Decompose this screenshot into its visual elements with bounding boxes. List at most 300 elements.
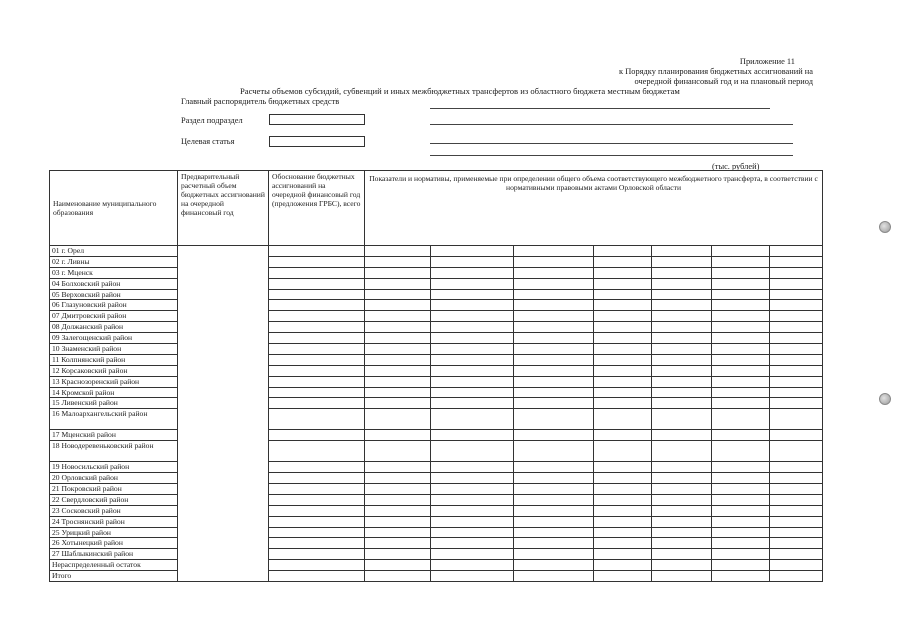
table-body [50, 246, 823, 582]
table-row [50, 398, 823, 409]
value-cell[interactable] [652, 376, 712, 387]
value-cell[interactable] [178, 278, 269, 289]
value-cell[interactable] [514, 311, 594, 322]
value-cell[interactable] [514, 365, 594, 376]
value-cell[interactable] [652, 430, 712, 441]
value-cell[interactable] [365, 333, 431, 344]
value-cell[interactable] [514, 256, 594, 267]
value-cell[interactable] [770, 494, 823, 505]
table-row [50, 376, 823, 387]
value-cell[interactable] [652, 333, 712, 344]
value-cell[interactable] [770, 311, 823, 322]
value-cell[interactable] [431, 354, 514, 365]
value-cell[interactable] [365, 484, 431, 495]
value-cell[interactable] [269, 354, 365, 365]
value-cell[interactable] [712, 311, 770, 322]
value-cell[interactable] [431, 278, 514, 289]
value-cell[interactable] [431, 311, 514, 322]
value-cell[interactable] [269, 484, 365, 495]
value-cell[interactable] [770, 549, 823, 560]
value-cell[interactable] [514, 505, 594, 516]
punch-hole-top [879, 221, 891, 233]
value-cell[interactable] [652, 344, 712, 355]
value-cell[interactable] [652, 322, 712, 333]
value-cell[interactable] [365, 538, 431, 549]
value-cell[interactable] [178, 441, 269, 462]
value-cell[interactable] [365, 560, 431, 571]
value-cell[interactable] [431, 538, 514, 549]
value-cell[interactable] [712, 409, 770, 430]
value-cell[interactable] [514, 376, 594, 387]
value-cell[interactable] [594, 387, 652, 398]
value-cell[interactable] [770, 484, 823, 495]
value-cell[interactable] [178, 430, 269, 441]
value-cell[interactable] [770, 462, 823, 473]
value-cell[interactable] [514, 462, 594, 473]
value-cell[interactable] [514, 289, 594, 300]
value-cell[interactable] [365, 462, 431, 473]
value-cell[interactable] [712, 365, 770, 376]
value-cell[interactable] [365, 571, 431, 582]
value-cell[interactable] [594, 256, 652, 267]
value-cell[interactable] [770, 322, 823, 333]
value-cell[interactable] [712, 538, 770, 549]
table-row [50, 354, 823, 365]
value-cell[interactable] [269, 560, 365, 571]
value-cell[interactable] [178, 494, 269, 505]
value-cell[interactable] [269, 398, 365, 409]
value-cell[interactable] [712, 441, 770, 462]
value-cell[interactable] [178, 289, 269, 300]
value-cell[interactable] [365, 494, 431, 505]
value-cell[interactable] [770, 300, 823, 311]
row-name: 15 Ливенский район [50, 398, 178, 409]
value-cell[interactable] [431, 571, 514, 582]
value-cell[interactable] [365, 365, 431, 376]
value-cell[interactable] [178, 365, 269, 376]
value-cell[interactable] [178, 333, 269, 344]
value-cell[interactable] [712, 387, 770, 398]
value-cell[interactable] [514, 538, 594, 549]
value-cell[interactable] [770, 430, 823, 441]
value-cell[interactable] [594, 549, 652, 560]
subsidy-table [49, 170, 823, 582]
value-cell[interactable] [365, 441, 431, 462]
value-cell[interactable] [770, 246, 823, 257]
value-cell[interactable] [269, 549, 365, 560]
value-cell[interactable] [178, 387, 269, 398]
value-cell[interactable] [178, 484, 269, 495]
value-cell[interactable] [770, 527, 823, 538]
value-cell[interactable] [514, 278, 594, 289]
value-cell[interactable] [178, 473, 269, 484]
value-cell[interactable] [652, 398, 712, 409]
value-cell[interactable] [365, 300, 431, 311]
value-cell[interactable] [594, 365, 652, 376]
value-cell[interactable] [431, 430, 514, 441]
value-cell[interactable] [594, 376, 652, 387]
value-cell[interactable] [365, 289, 431, 300]
table-row [50, 538, 823, 549]
row-name: 08 Должанский район [50, 322, 178, 333]
value-cell[interactable] [365, 387, 431, 398]
value-cell[interactable] [652, 538, 712, 549]
value-cell[interactable] [269, 430, 365, 441]
value-cell[interactable] [178, 538, 269, 549]
value-cell[interactable] [594, 505, 652, 516]
value-cell[interactable] [712, 571, 770, 582]
header-name: Наименование муниципального образования [50, 171, 178, 246]
value-cell[interactable] [594, 462, 652, 473]
value-cell[interactable] [770, 256, 823, 267]
value-cell[interactable] [652, 256, 712, 267]
value-cell[interactable] [178, 549, 269, 560]
appendix-line-2: к Порядку планирования бюджетных ассигнований на [619, 67, 813, 77]
value-cell[interactable] [178, 267, 269, 278]
units-label: (тыс. рублей) [712, 162, 760, 171]
value-cell[interactable] [514, 494, 594, 505]
value-cell[interactable] [431, 322, 514, 333]
value-cell[interactable] [431, 409, 514, 430]
value-cell[interactable] [594, 311, 652, 322]
value-cell[interactable] [712, 289, 770, 300]
value-cell[interactable] [514, 354, 594, 365]
value-cell[interactable] [431, 387, 514, 398]
value-cell[interactable] [365, 354, 431, 365]
value-cell[interactable] [712, 462, 770, 473]
value-cell[interactable] [594, 398, 652, 409]
value-cell[interactable] [770, 409, 823, 430]
value-cell[interactable] [712, 300, 770, 311]
value-cell[interactable] [712, 376, 770, 387]
value-cell[interactable] [269, 527, 365, 538]
value-cell[interactable] [652, 289, 712, 300]
value-cell[interactable] [514, 527, 594, 538]
value-cell[interactable] [269, 289, 365, 300]
value-cell[interactable] [594, 538, 652, 549]
value-cell[interactable] [269, 462, 365, 473]
value-cell[interactable] [269, 571, 365, 582]
value-cell[interactable] [178, 516, 269, 527]
value-cell[interactable] [770, 505, 823, 516]
value-cell[interactable] [652, 246, 712, 257]
value-cell[interactable] [594, 278, 652, 289]
value-cell[interactable] [365, 430, 431, 441]
value-cell[interactable] [594, 516, 652, 527]
section-line [430, 124, 793, 125]
value-cell[interactable] [770, 387, 823, 398]
row-name: 21 Покровский район [50, 484, 178, 495]
value-cell[interactable] [712, 549, 770, 560]
value-cell[interactable] [269, 322, 365, 333]
value-cell[interactable] [365, 527, 431, 538]
appendix-number: Приложение 11 [739, 57, 795, 66]
value-cell[interactable] [514, 549, 594, 560]
value-cell[interactable] [652, 494, 712, 505]
value-cell[interactable] [431, 462, 514, 473]
value-cell[interactable] [431, 300, 514, 311]
value-cell[interactable] [770, 538, 823, 549]
value-cell[interactable] [269, 516, 365, 527]
value-cell[interactable] [431, 398, 514, 409]
table-row [50, 387, 823, 398]
table-row [50, 571, 823, 582]
value-cell[interactable] [365, 278, 431, 289]
value-cell[interactable] [178, 409, 269, 430]
value-cell[interactable] [712, 322, 770, 333]
value-cell[interactable] [269, 441, 365, 462]
value-cell[interactable] [652, 560, 712, 571]
value-cell[interactable] [514, 300, 594, 311]
value-cell[interactable] [652, 516, 712, 527]
value-cell[interactable] [269, 505, 365, 516]
value-cell[interactable] [431, 267, 514, 278]
value-cell[interactable] [365, 344, 431, 355]
value-cell[interactable] [365, 322, 431, 333]
value-cell[interactable] [269, 344, 365, 355]
value-cell[interactable] [514, 484, 594, 495]
value-cell[interactable] [178, 322, 269, 333]
value-cell[interactable] [514, 387, 594, 398]
value-cell[interactable] [269, 300, 365, 311]
value-cell[interactable] [594, 267, 652, 278]
value-cell[interactable] [594, 494, 652, 505]
table-row [50, 256, 823, 267]
row-name: 23 Сосковский район [50, 505, 178, 516]
value-cell[interactable] [431, 289, 514, 300]
value-cell[interactable] [269, 376, 365, 387]
value-cell[interactable] [514, 398, 594, 409]
value-cell[interactable] [178, 376, 269, 387]
value-cell[interactable] [178, 505, 269, 516]
value-cell[interactable] [365, 516, 431, 527]
value-cell[interactable] [712, 473, 770, 484]
value-cell[interactable] [594, 354, 652, 365]
value-cell[interactable] [431, 527, 514, 538]
value-cell[interactable] [712, 560, 770, 571]
value-cell[interactable] [712, 398, 770, 409]
value-cell[interactable] [594, 441, 652, 462]
value-cell[interactable] [712, 505, 770, 516]
value-cell[interactable] [178, 560, 269, 571]
value-cell[interactable] [514, 409, 594, 430]
value-cell[interactable] [514, 473, 594, 484]
table-row [50, 300, 823, 311]
value-cell[interactable] [712, 256, 770, 267]
article-field[interactable] [269, 136, 365, 147]
value-cell[interactable] [712, 527, 770, 538]
header-preliminary: Предварительный расчетный объем бюджетных ассигнований на очередной финансовый год [178, 171, 269, 246]
value-cell[interactable] [514, 516, 594, 527]
value-cell[interactable] [594, 246, 652, 257]
value-cell[interactable] [178, 398, 269, 409]
row-name: 04 Болховский район [50, 278, 178, 289]
value-cell[interactable] [269, 256, 365, 267]
value-cell[interactable] [594, 344, 652, 355]
value-cell[interactable] [770, 376, 823, 387]
value-cell[interactable] [652, 462, 712, 473]
value-cell[interactable] [594, 560, 652, 571]
value-cell[interactable] [431, 494, 514, 505]
value-cell[interactable] [770, 441, 823, 462]
value-cell[interactable] [712, 333, 770, 344]
value-cell[interactable] [365, 256, 431, 267]
value-cell[interactable] [652, 549, 712, 560]
table-row [50, 494, 823, 505]
value-cell[interactable] [269, 365, 365, 376]
value-cell[interactable] [431, 376, 514, 387]
value-cell[interactable] [652, 387, 712, 398]
value-cell[interactable] [652, 267, 712, 278]
value-cell[interactable] [594, 289, 652, 300]
value-cell[interactable] [652, 484, 712, 495]
value-cell[interactable] [514, 267, 594, 278]
value-cell[interactable] [594, 484, 652, 495]
value-cell[interactable] [652, 473, 712, 484]
value-cell[interactable] [514, 333, 594, 344]
value-cell[interactable] [431, 549, 514, 560]
row-name: 24 Троснянский район [50, 516, 178, 527]
value-cell[interactable] [178, 344, 269, 355]
value-cell[interactable] [594, 527, 652, 538]
row-name: Нераспределенный остаток [50, 560, 178, 571]
value-cell[interactable] [178, 354, 269, 365]
value-cell[interactable] [178, 246, 269, 257]
value-cell[interactable] [770, 398, 823, 409]
value-cell[interactable] [431, 560, 514, 571]
value-cell[interactable] [431, 516, 514, 527]
value-cell[interactable] [652, 409, 712, 430]
manager-label: Главный распорядитель бюджетных средств [181, 97, 340, 106]
value-cell[interactable] [712, 430, 770, 441]
value-cell[interactable] [514, 246, 594, 257]
value-cell[interactable] [770, 289, 823, 300]
row-name: 13 Краснозоренский район [50, 376, 178, 387]
value-cell[interactable] [269, 387, 365, 398]
value-cell[interactable] [770, 365, 823, 376]
value-cell[interactable] [365, 267, 431, 278]
value-cell[interactable] [178, 462, 269, 473]
value-cell[interactable] [431, 473, 514, 484]
value-cell[interactable] [770, 560, 823, 571]
value-cell[interactable] [712, 354, 770, 365]
value-cell[interactable] [652, 571, 712, 582]
value-cell[interactable] [652, 311, 712, 322]
value-cell[interactable] [770, 354, 823, 365]
value-cell[interactable] [770, 267, 823, 278]
value-cell[interactable] [594, 333, 652, 344]
value-cell[interactable] [178, 300, 269, 311]
value-cell[interactable] [431, 484, 514, 495]
value-cell[interactable] [770, 473, 823, 484]
table-row [50, 267, 823, 278]
value-cell[interactable] [514, 441, 594, 462]
value-cell[interactable] [652, 278, 712, 289]
value-cell[interactable] [269, 409, 365, 430]
value-cell[interactable] [269, 267, 365, 278]
value-cell[interactable] [712, 344, 770, 355]
value-cell[interactable] [365, 398, 431, 409]
table-row [50, 462, 823, 473]
value-cell[interactable] [269, 538, 365, 549]
value-cell[interactable] [365, 311, 431, 322]
value-cell[interactable] [269, 494, 365, 505]
value-cell[interactable] [365, 549, 431, 560]
value-cell[interactable] [365, 246, 431, 257]
value-cell[interactable] [431, 256, 514, 267]
value-cell[interactable] [514, 571, 594, 582]
value-cell[interactable] [178, 527, 269, 538]
value-cell[interactable] [431, 505, 514, 516]
value-cell[interactable] [652, 505, 712, 516]
value-cell[interactable] [514, 344, 594, 355]
value-cell[interactable] [431, 344, 514, 355]
value-cell[interactable] [178, 311, 269, 322]
value-cell[interactable] [431, 365, 514, 376]
appendix-block [619, 57, 813, 88]
table-row [50, 549, 823, 560]
value-cell[interactable] [712, 278, 770, 289]
table-row [50, 430, 823, 441]
value-cell[interactable] [712, 246, 770, 257]
article-line [430, 143, 793, 144]
value-cell[interactable] [269, 311, 365, 322]
value-cell[interactable] [178, 571, 269, 582]
value-cell[interactable] [770, 516, 823, 527]
value-cell[interactable] [652, 527, 712, 538]
value-cell[interactable] [712, 267, 770, 278]
value-cell[interactable] [365, 505, 431, 516]
value-cell[interactable] [269, 333, 365, 344]
row-name: 17 Мценский район [50, 430, 178, 441]
value-cell[interactable] [712, 494, 770, 505]
value-cell[interactable] [594, 300, 652, 311]
value-cell[interactable] [431, 333, 514, 344]
value-cell[interactable] [652, 441, 712, 462]
value-cell[interactable] [178, 256, 269, 267]
value-cell[interactable] [365, 473, 431, 484]
value-cell[interactable] [365, 376, 431, 387]
value-cell[interactable] [770, 278, 823, 289]
value-cell[interactable] [652, 354, 712, 365]
value-cell[interactable] [712, 516, 770, 527]
value-cell[interactable] [770, 344, 823, 355]
value-cell[interactable] [594, 409, 652, 430]
table-row [50, 473, 823, 484]
value-cell[interactable] [514, 560, 594, 571]
value-cell[interactable] [514, 430, 594, 441]
value-cell[interactable] [594, 430, 652, 441]
value-cell[interactable] [594, 473, 652, 484]
value-cell[interactable] [269, 278, 365, 289]
value-cell[interactable] [652, 300, 712, 311]
value-cell[interactable] [770, 333, 823, 344]
value-cell[interactable] [269, 246, 365, 257]
value-cell[interactable] [514, 322, 594, 333]
value-cell[interactable] [770, 571, 823, 582]
row-name: 25 Урицкий район [50, 527, 178, 538]
value-cell[interactable] [712, 484, 770, 495]
value-cell[interactable] [431, 246, 514, 257]
value-cell[interactable] [431, 441, 514, 462]
section-field[interactable] [269, 114, 365, 125]
value-cell[interactable] [269, 473, 365, 484]
value-cell[interactable] [652, 365, 712, 376]
row-name: 09 Залегощенский район [50, 333, 178, 344]
value-cell[interactable] [594, 571, 652, 582]
value-cell[interactable] [594, 322, 652, 333]
value-cell[interactable] [365, 409, 431, 430]
